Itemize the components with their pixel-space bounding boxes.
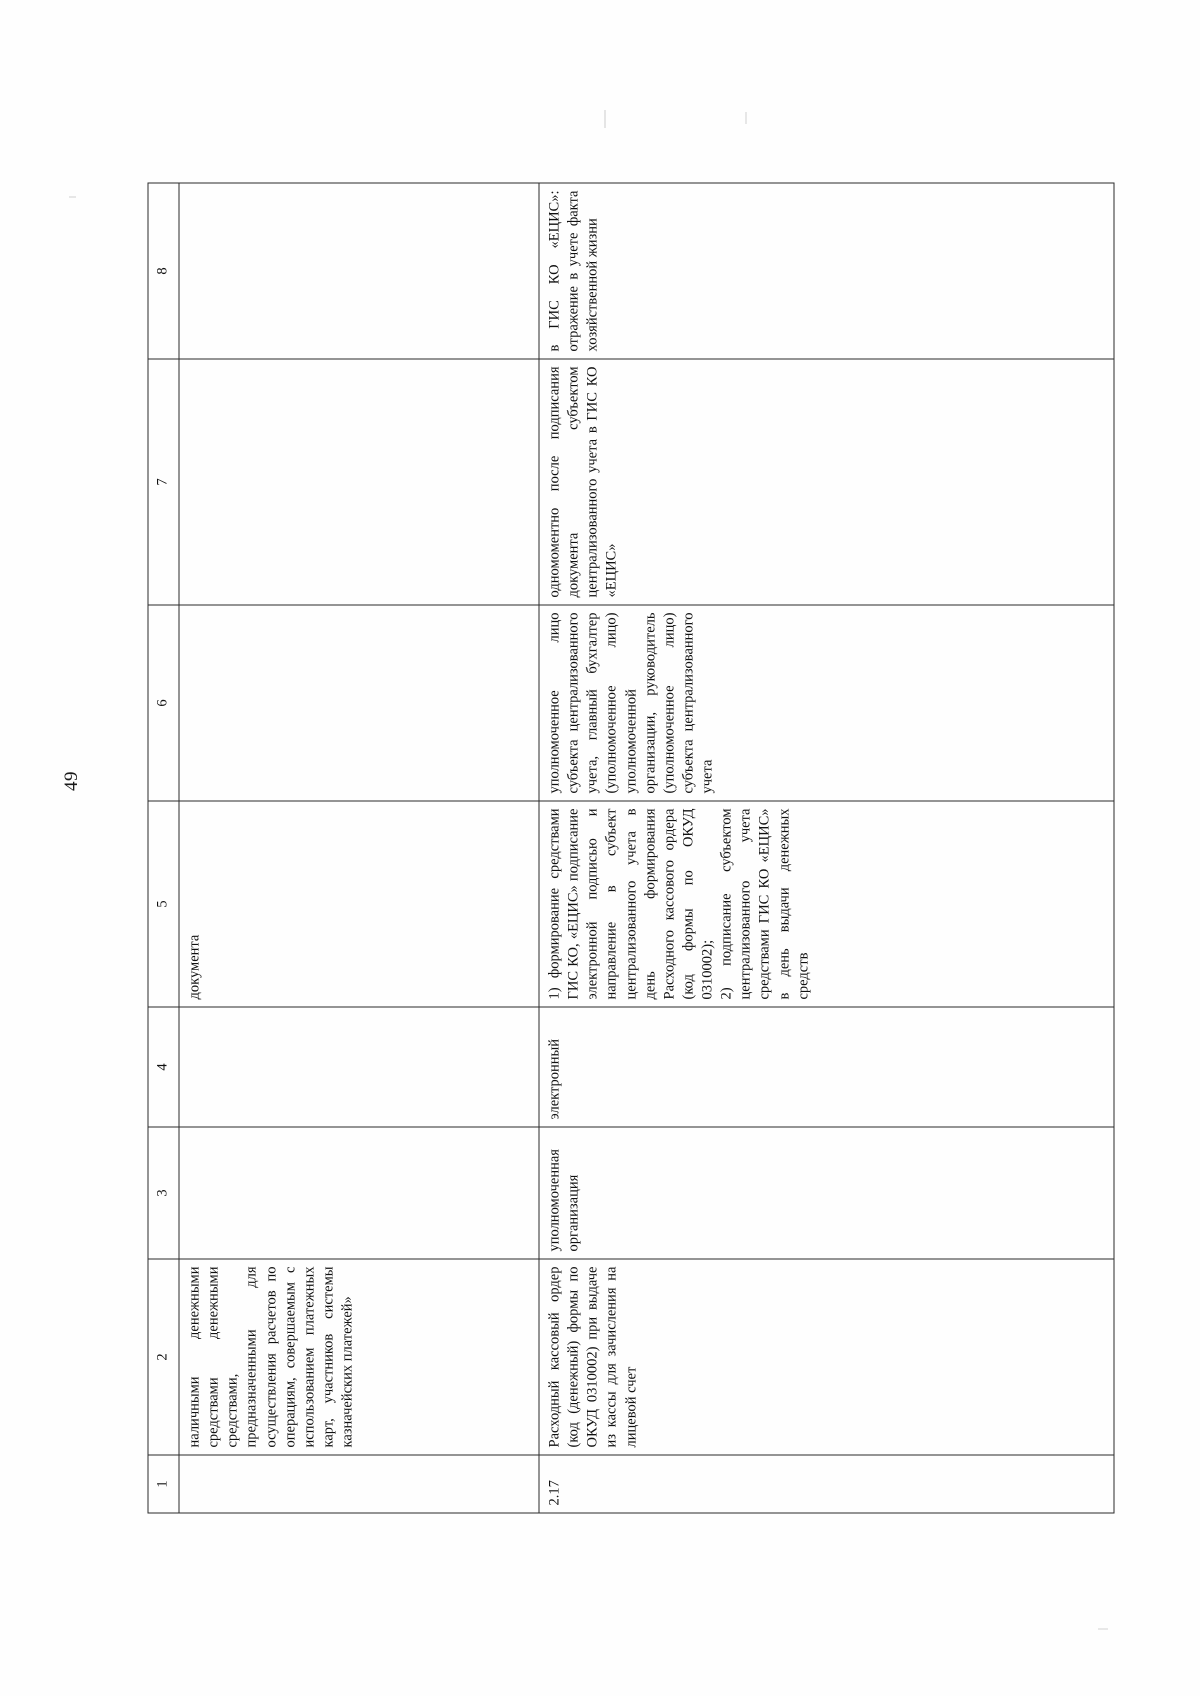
- document-form-cell: [179, 1007, 539, 1127]
- deadline-cell: [179, 359, 539, 605]
- procedure-cell: [539, 801, 1114, 1007]
- column-number: 7: [148, 359, 179, 605]
- scan-artifact: [745, 112, 747, 124]
- procedure-item: 2) подписание субъектом централизованного учета средствами ГИС КО «ЕЦИС» в день выдачи денежных средств: [718, 808, 812, 1000]
- table-row: [179, 183, 539, 1513]
- row-number-cell: [179, 1455, 539, 1513]
- document-name-cell: наличными денежными средствами денежными средствами, предназначенными для осуществления расчетов по операциям, совершаемым с использованием платежных карт, участников системы казначейских платежей»: [179, 1259, 539, 1455]
- scan-artifact: [604, 110, 606, 128]
- scan-artifact: [69, 196, 76, 198]
- column-number: 3: [148, 1127, 179, 1259]
- result-cell: в ГИС КО «ЕЦИС»: отражение в учете факта хозяйственной жизни: [539, 183, 1114, 359]
- table-column-number-row: [148, 183, 179, 1513]
- procedure-cell: документа: [179, 801, 539, 1007]
- column-number: 6: [148, 605, 179, 801]
- table-row: [539, 183, 1114, 1513]
- procedure-item: 1) формирование средствами ГИС КО, «ЕЦИС» подписание электронной подписью и направление в субъект централизованного учета в день формирования Расходного кассового ордера (код формы по ОКУД 0310002);: [546, 808, 716, 1000]
- document-name-cell: Расходный кассовый ордер (код (денежный) формы по ОКУД 0310002) при выдаче из кассы для зачисления на лицевой счет: [539, 1259, 1114, 1455]
- originator-cell: уполномоченная организация: [539, 1127, 1114, 1259]
- column-number: 2: [148, 1259, 179, 1455]
- document-form-cell: электронный: [539, 1007, 1114, 1127]
- column-number: 1: [148, 1455, 179, 1513]
- regulation-table: [148, 183, 1115, 1514]
- responsible-persons-cell: уполномоченное лицо субъекта централизованного учета, главный бухгалтер (уполномоченное лицо) уполномоченной организации, руководитель (уполномоченное лицо) субъекта централизованного учета: [539, 605, 1114, 801]
- originator-cell: [179, 1127, 539, 1259]
- column-number: 5: [148, 801, 179, 1007]
- rotated-table-area: [148, 184, 1053, 1514]
- responsible-persons-cell: [179, 605, 539, 801]
- result-cell: [179, 183, 539, 359]
- column-number: 4: [148, 1007, 179, 1127]
- column-number: 8: [148, 183, 179, 359]
- deadline-cell: одномоментно после подписания документа субъектом централизованного учета в ГИС КО «ЕЦИС»: [539, 359, 1114, 605]
- page-number: 49: [61, 771, 82, 791]
- row-number-cell: 2.17: [539, 1455, 1114, 1513]
- scan-artifact: [1098, 1628, 1108, 1630]
